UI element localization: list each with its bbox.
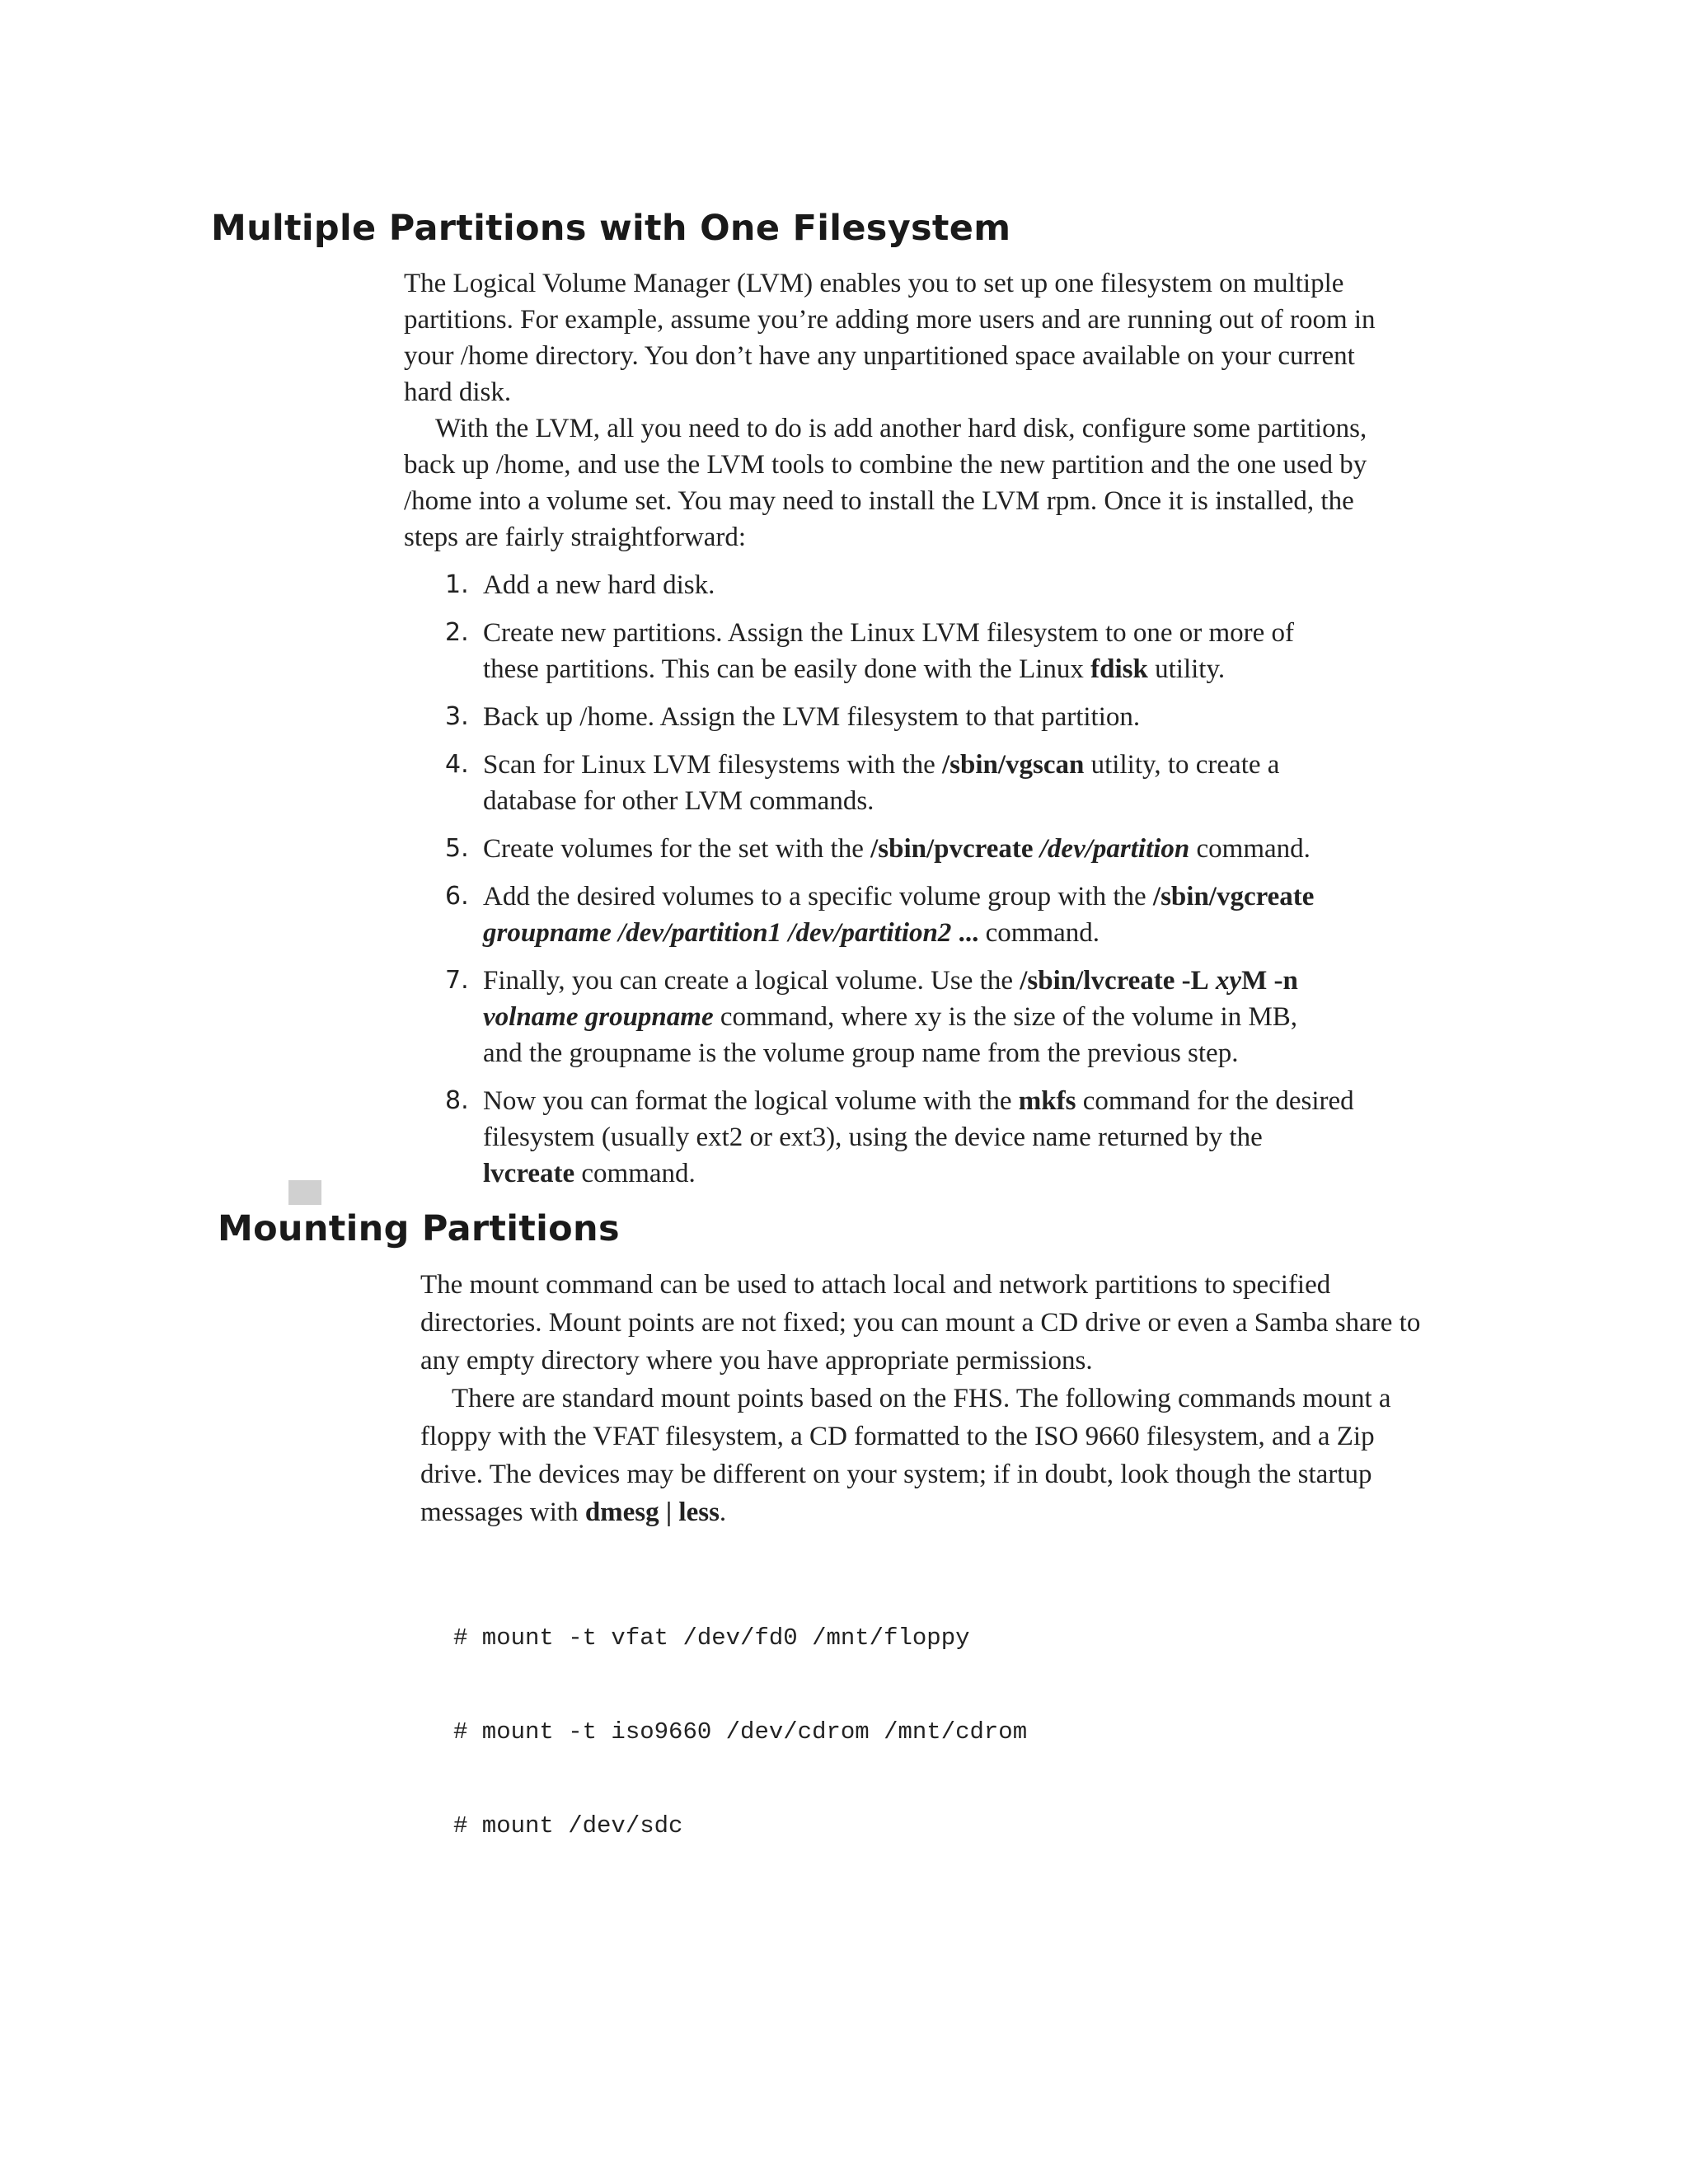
paragraph: The Logical Volume Manager (LVM) enables you to set up one filesystem on multiple partitions. For example, assume you’re adding more users and are running out of room in your /home directory. You don’t have any unpartitioned space available on your current hard disk. <box>404 269 1376 407</box>
list-text: Create new partitions. Assign the Linux LVM filesystem to one or more of these partitions. This can be easily done with the Linux <box>483 618 1295 684</box>
ellipsis-text: ... <box>951 918 979 948</box>
list-text: utility, to create a database for other LVM commands. <box>483 750 1280 816</box>
list-item <box>404 879 1335 951</box>
list-text: Finally, you can create a logical volume. Use the <box>483 966 1020 996</box>
command-text: dmesg | less <box>584 1497 720 1527</box>
list-number: 1. <box>445 570 469 599</box>
list-text: Add the desired volumes to a specific volume group with the <box>483 882 1153 912</box>
argument-text: /dev/partition <box>1039 834 1190 864</box>
section-body-mounting-partitions <box>420 1266 1442 1531</box>
list-number: 6. <box>445 882 469 911</box>
list-item <box>404 567 1335 603</box>
list-item <box>404 615 1348 687</box>
steps-list <box>404 567 1354 1192</box>
list-number: 3. <box>445 702 469 731</box>
paragraph <box>420 1380 1442 1531</box>
list-text: utility. <box>1147 654 1226 684</box>
list-text: command. <box>574 1159 696 1188</box>
list-text: Add a new hard disk. <box>483 570 715 600</box>
argument-text: xy <box>1215 966 1242 996</box>
argument-text: groupname /dev/partition1 /dev/partition2 <box>483 918 952 948</box>
list-text: Back up /home. Assign the LVM filesystem to that partition. <box>483 702 1141 732</box>
list-text: command, where xy is the size of the volume in MB, and the groupname is the volume group name from the previous step. <box>483 1002 1298 1068</box>
list-item <box>404 1083 1357 1192</box>
section-body-multiple-partitions <box>404 265 1376 1192</box>
list-number: 5. <box>445 834 469 863</box>
code-line: # mount -t vfat /dev/fd0 /mnt/floppy <box>453 1624 970 1652</box>
command-text: fdisk <box>1090 654 1148 684</box>
command-text: /sbin/pvcreate <box>870 834 1034 864</box>
list-text: Scan for Linux LVM filesystems with the <box>483 750 942 780</box>
list-text: command. <box>1189 834 1311 864</box>
command-text: /sbin/vgscan <box>941 750 1085 780</box>
list-item <box>404 963 1335 1071</box>
section-heading-multiple-partitions: Multiple Partitions with One Filesystem <box>211 208 1011 249</box>
argument-text: volname groupname <box>483 1002 714 1032</box>
list-number: 2. <box>445 618 469 647</box>
command-text: /sbin/vgcreate <box>1152 882 1315 912</box>
list-number: 8. <box>445 1086 469 1115</box>
command-text: /sbin/lvcreate -L <box>1020 966 1209 996</box>
margin-marker <box>288 1180 321 1205</box>
list-text: command. <box>978 918 1100 948</box>
code-line: # mount /dev/sdc <box>453 1812 683 1840</box>
list-text: Now you can format the logical volume with the <box>483 1086 1019 1116</box>
list-item <box>404 699 1335 735</box>
paragraph-text: . <box>719 1497 727 1527</box>
paragraph-text: There are standard mount points based on the FHS. The following commands mount a floppy with the VFAT filesystem, a CD formatted to the ISO 9660 filesystem, and a Zip drive. The devices may be different on your system; if in doubt, look though the startup messages with <box>420 1384 1391 1527</box>
paragraph: With the LVM, all you need to do is add another hard disk, configure some partitions, back up /home, and use the LVM tools to combine the new partition and the one used by /home into a volume set. You may need to install the LVM rpm. Once it is installed, the steps are fairly straightforward: <box>404 414 1367 552</box>
list-text: command for the desired filesystem (usually ext2 or ext3), using the device name returned by the <box>483 1086 1354 1152</box>
list-item <box>404 831 1335 867</box>
section-heading-mounting-partitions: Mounting Partitions <box>218 1208 620 1249</box>
list-number: 7. <box>445 966 469 995</box>
list-text: Create volumes for the set with the <box>483 834 871 864</box>
paragraph: The mount command can be used to attach local and network partitions to specified directories. Mount points are not fixed; you can mount a CD drive or even a Samba share to any empty directory where you have appropriate permissions. <box>420 1270 1421 1376</box>
list-number: 4. <box>445 750 469 779</box>
code-block <box>453 1560 1027 1905</box>
command-text: M -n <box>1241 966 1298 996</box>
list-item <box>404 747 1340 819</box>
code-line: # mount -t iso9660 /dev/cdrom /mnt/cdrom <box>453 1718 1028 1746</box>
command-text: mkfs <box>1018 1086 1076 1116</box>
command-text: lvcreate <box>483 1159 575 1188</box>
